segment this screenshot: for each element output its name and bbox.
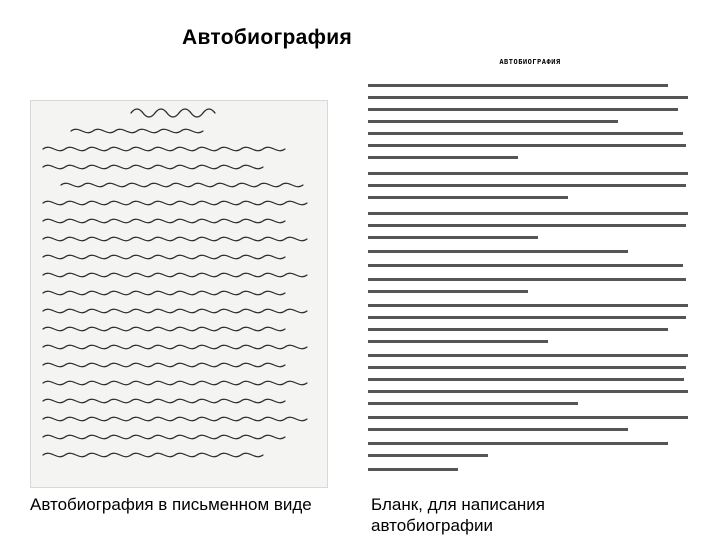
slide-title: Автобиография xyxy=(182,26,353,49)
blank-form-image xyxy=(364,50,696,490)
handwritten-caption: Автобиография в письменном виде xyxy=(30,495,312,514)
form-text-lines xyxy=(364,74,696,484)
form-heading: АВТОБИОГРАФИЯ xyxy=(499,58,561,66)
blank-form-caption: Бланк, для написания автобиографии xyxy=(371,495,545,535)
handwritten-autobiography-image xyxy=(30,100,328,488)
handwriting-scribble xyxy=(31,101,327,487)
